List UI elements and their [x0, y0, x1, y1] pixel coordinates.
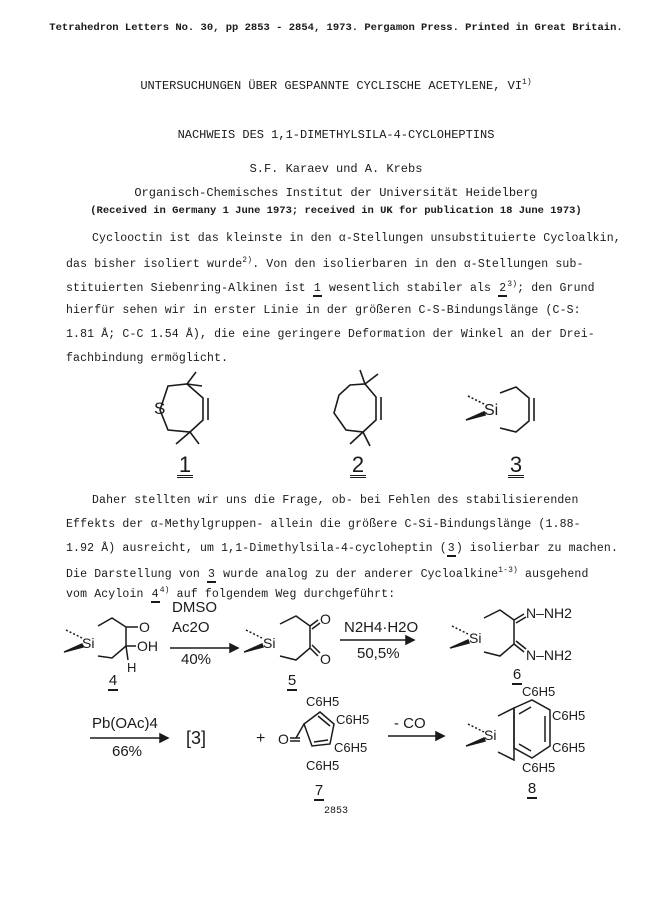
- cmpd-ref-4: 4: [151, 587, 159, 601]
- ref-2: 2): [242, 256, 253, 265]
- scheme-8-ph-1: C6H5: [522, 684, 556, 699]
- scheme-6-hydrazone-top: N–NH2: [526, 605, 572, 621]
- structure-8: [466, 700, 550, 760]
- scheme-4-h: H: [127, 660, 137, 675]
- scheme-4-o: O: [139, 619, 150, 635]
- scheme-6-hydrazone-bottom: N–NH2: [526, 647, 572, 663]
- scheme-8-ph-4: C6H5: [522, 760, 556, 775]
- scheme-7-ph-bottom: C6H5: [306, 758, 340, 773]
- para2-line4b: wurde analog zu der anderer Cycloalkine: [223, 567, 499, 581]
- scheme-label-8: 8: [527, 780, 537, 797]
- affiliation: Organisch-Chemisches Institut der Universität Heidelberg: [134, 186, 538, 200]
- reagent-pboac4: Pb(OAc)4: [92, 715, 158, 732]
- scheme-7-ph-right-top: C6H5: [336, 712, 370, 727]
- ref-3: 3): [507, 280, 518, 289]
- para1-line2b: . Von den isolierbaren in den α-Stellungen sub-: [252, 257, 584, 271]
- yield-step1: 40%: [181, 651, 212, 668]
- scheme-4-si: Si: [82, 635, 95, 651]
- silicon-atom-label: Si: [484, 402, 499, 419]
- structure-5: [244, 616, 320, 660]
- scheme-4-oh: OH: [137, 638, 158, 654]
- compound-label-3: 3: [509, 452, 523, 477]
- ref-4: 4): [159, 586, 170, 595]
- scheme-8-ph-2: C6H5: [552, 708, 586, 723]
- cmpd-ref-2: 2: [499, 281, 507, 295]
- para1-line6: fachbindung ermöglicht.: [66, 352, 229, 365]
- scheme-7-o: O: [278, 731, 289, 747]
- para1-line5: 1.81 Å; C-C 1.54 Å), die eine geringere Deformation der Winkel an der Drei-: [66, 328, 595, 341]
- structure-4: [64, 618, 138, 660]
- para2-line3a: 1.92 Å) ausreicht, um 1,1-Dimethylsila-4-cycloheptin (: [66, 542, 447, 555]
- yield-step3: 66%: [112, 743, 143, 760]
- reagent-minus-co: - CO: [394, 715, 426, 732]
- scheme-5-si: Si: [263, 635, 276, 651]
- para2-line2: Effekts der α-Methylgruppen- allein die größere C-Si-Bindungslänge (1.88-: [66, 518, 581, 531]
- scheme-label-4: 4: [108, 672, 118, 689]
- para2-line1: Daher stellten wir uns die Frage, ob- bei Fehlen des stabilisierenden: [92, 494, 579, 507]
- para1-line2a: das bisher isoliert wurde: [66, 257, 243, 271]
- bracket-3: [3]: [186, 728, 207, 748]
- title-ref: 1): [522, 78, 532, 87]
- paper-subtitle: NACHWEIS DES 1,1-DIMETHYLSILA-4-CYCLOHEPTINS: [177, 128, 495, 142]
- ref-1-3: 1-3): [498, 566, 518, 575]
- para2-line3b: ) isolierbar zu machen.: [455, 542, 619, 555]
- cmpd-ref-3b: 3: [208, 567, 216, 581]
- scheme-5-o-top: O: [320, 611, 331, 627]
- scheme-label-6: 6: [512, 666, 522, 683]
- structure-6: [450, 610, 526, 656]
- scheme-label-5: 5: [287, 672, 297, 689]
- yield-step2: 50,5%: [357, 645, 400, 662]
- compound-label-1: 1: [178, 452, 192, 477]
- para2-line4a: Die Darstellung von: [66, 567, 200, 581]
- para1-line3c: ; den Grund: [517, 281, 595, 295]
- scheme-7-ph-right-bottom: C6H5: [334, 740, 368, 755]
- scheme-6-si: Si: [469, 630, 482, 646]
- structure-7: [290, 712, 334, 746]
- received-line: (Received in Germany 1 June 1973; received in UK for publication 18 June 1973): [90, 205, 582, 217]
- sulfur-atom-label: S: [154, 399, 166, 418]
- scheme-label-7: 7: [314, 782, 324, 799]
- para1-line1: Cyclooctin ist das kleinste in den α-Stellungen unsubstituierte Cycloalkin,: [92, 232, 621, 245]
- reagent-ac2o: Ac2O: [172, 619, 210, 636]
- page-number: 2853: [323, 806, 348, 817]
- para2-line5a: vom Acyloin: [66, 587, 144, 601]
- reagent-hydrazine: N2H4·H2O: [344, 619, 419, 636]
- plus-sign: +: [256, 730, 266, 747]
- authors: S.F. Karaev und A. Krebs: [249, 162, 423, 176]
- para1-line4: hierfür sehen wir in erster Linie in der größeren C-S-Bindungslänge (C-S:: [66, 304, 581, 317]
- reagent-dmso: DMSO: [172, 599, 217, 616]
- journal-header: Tetrahedron Letters No. 30, pp 2853 - 2854, 1973. Pergamon Press. Printed in Great Britain.: [49, 22, 623, 34]
- para1-line3b: wesentlich stabiler als: [328, 281, 492, 295]
- title-text: UNTERSUCHUNGEN ÜBER GESPANNTE CYCLISCHE ACETYLENE, VI: [140, 79, 523, 93]
- cmpd-ref-1: 1: [313, 281, 321, 295]
- para2-line5b: auf folgendem Weg durchgeführt:: [176, 587, 396, 601]
- para1-line3a: stituierten Siebenring-Alkinen ist: [66, 281, 306, 295]
- para2-line4c: ausgehend: [525, 567, 589, 581]
- scheme-8-si: Si: [484, 727, 497, 743]
- scheme-5-o-bottom: O: [320, 651, 331, 667]
- compound-label-2: 2: [351, 452, 365, 477]
- scheme-7-ph-top: C6H5: [306, 694, 340, 709]
- cmpd-ref-3a: 3: [447, 542, 455, 555]
- scheme-8-ph-3: C6H5: [552, 740, 586, 755]
